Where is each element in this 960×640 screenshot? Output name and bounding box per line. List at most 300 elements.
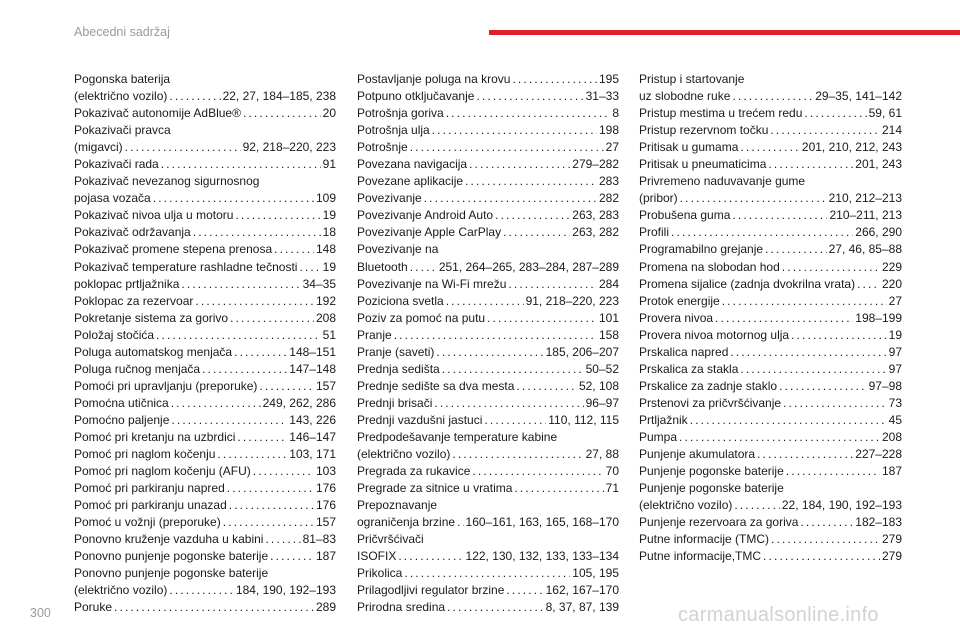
index-entry-pages: 18 xyxy=(322,225,336,240)
index-entry-term-row xyxy=(74,207,336,224)
dot-leader xyxy=(457,514,463,531)
index-entry-term: Poziciona svetla xyxy=(357,293,444,308)
index-entry-pages: 148–151 xyxy=(289,344,336,359)
index-entry xyxy=(357,565,619,582)
dot-leader xyxy=(514,480,603,497)
index-entry-term: Pomoć pri parkiranju napred xyxy=(74,481,225,496)
index-entry-term: pojasa vozača xyxy=(74,191,151,206)
index-entry xyxy=(639,361,902,378)
index-entry-term-row xyxy=(357,224,619,241)
index-entry xyxy=(639,327,902,344)
dot-leader xyxy=(734,497,780,514)
dot-leader xyxy=(234,344,287,361)
index-entry-term-row xyxy=(74,361,336,378)
index-entry-line: Ponovno punjenje pogonske baterije xyxy=(74,566,269,581)
index-entry xyxy=(639,548,902,565)
index-entry xyxy=(74,412,336,429)
index-entry-pages: 91 xyxy=(322,157,336,172)
index-entry-pages: 214 xyxy=(881,123,902,138)
index-entry-line: Privremeno naduvavanje gume xyxy=(639,174,806,189)
index-entry-pages: 31–33 xyxy=(585,89,619,104)
dot-leader xyxy=(469,156,570,173)
dot-leader xyxy=(156,327,321,344)
index-entry-pages: 52, 108 xyxy=(578,378,619,393)
index-entry-pages: 27 xyxy=(888,293,902,308)
index-entry-term: Pomoć pri kretanju na uzbrdici xyxy=(74,429,236,444)
index-entry-term-row xyxy=(639,156,902,173)
index-entry-term: Prstenovi za pričvršćivanje xyxy=(639,395,782,410)
index-entry-pages: 27, 88 xyxy=(585,447,619,462)
index-entry-pages: 109 xyxy=(315,191,336,206)
index-entry xyxy=(74,548,336,565)
index-entry-term-row xyxy=(357,122,619,139)
index-entry xyxy=(74,480,336,497)
index-entry-pages: 143, 226 xyxy=(289,412,336,427)
dot-leader xyxy=(447,599,544,616)
index-entry-term: Prtljažnik xyxy=(639,412,688,427)
dot-leader xyxy=(432,122,597,139)
index-entry xyxy=(74,122,336,156)
index-entry-term-row xyxy=(357,463,619,480)
index-entry-term: Promena sijalice (zadnja dvokrilna vrata) xyxy=(639,276,856,291)
index-entry-pages: 97 xyxy=(888,344,902,359)
index-entry xyxy=(357,88,619,105)
index-entry-pages: 160–161, 163, 165, 168–170 xyxy=(465,515,619,530)
index-entry-term: Punjenje rezervoara za goriva xyxy=(639,515,799,530)
index-entry-line: Predpodešavanje temperature kabine xyxy=(357,429,558,444)
index-entry-term: (električno vozilo) xyxy=(74,89,168,104)
index-entry-pages: 19 xyxy=(322,259,336,274)
dot-leader xyxy=(779,378,867,395)
index-entry-term-row xyxy=(639,139,902,156)
index-entry xyxy=(357,276,619,293)
index-entry-term: (pribor) xyxy=(639,191,678,206)
index-entry xyxy=(639,463,902,480)
index-entry-term: Pritisak u pneumaticima xyxy=(639,157,767,172)
index-entry-term-row xyxy=(74,497,336,514)
dot-leader xyxy=(410,139,604,156)
index-entry-term: Potrošnje xyxy=(357,140,408,155)
index-entry-term: Bluetooth xyxy=(357,259,408,274)
index-entry xyxy=(74,259,336,276)
dot-leader xyxy=(424,190,597,207)
dot-leader xyxy=(786,463,880,480)
watermark: carmanualsonline.info xyxy=(678,604,879,626)
index-entry-term-row xyxy=(639,105,902,122)
dot-leader xyxy=(169,88,220,105)
dot-leader xyxy=(516,378,577,395)
index-entry xyxy=(639,259,902,276)
dot-leader xyxy=(153,190,314,207)
index-entry-term-row xyxy=(74,480,336,497)
index-entry-term-row xyxy=(357,310,619,327)
index-entry-term-row xyxy=(357,207,619,224)
index-entry-pages: 162, 167–170 xyxy=(545,583,619,598)
index-entry-pages: 208 xyxy=(881,429,902,444)
index-entry-term: Poklopac za rezervoar xyxy=(74,293,194,308)
index-entry-pages: 192 xyxy=(315,293,336,308)
index-entry-term: Povezane aplikacije xyxy=(357,174,464,189)
index-entry-term: Pomoć pri parkiranju unazad xyxy=(74,498,227,513)
index-entry-term-row xyxy=(639,259,902,276)
index-entry-term: poklopac prtljažnika xyxy=(74,276,180,291)
index-entry-pages: 81–83 xyxy=(302,532,336,547)
index-entry xyxy=(639,429,902,446)
index-entry-term-row xyxy=(74,293,336,310)
index-entry xyxy=(639,139,902,156)
index-entry-term: Pristup mestima u trećem redu xyxy=(639,106,803,121)
dot-leader xyxy=(732,207,827,224)
index-entry-term-row xyxy=(639,446,902,463)
header-accent-bar xyxy=(489,30,960,35)
index-entry xyxy=(74,565,336,599)
index-entry xyxy=(74,361,336,378)
dot-leader xyxy=(487,310,597,327)
index-entry-pages: 283 xyxy=(598,174,619,189)
index-entry-pages: 97 xyxy=(888,361,902,376)
index-entry-term-row xyxy=(74,582,336,599)
index-entry-term-row xyxy=(639,429,902,446)
index-entry-pages: 157 xyxy=(315,515,336,530)
index-entry-pages: 50–52 xyxy=(585,361,619,376)
index-entry-pages: 251, 264–265, 283–284, 287–289 xyxy=(438,259,619,274)
dot-leader xyxy=(434,395,583,412)
dot-leader xyxy=(404,565,570,582)
index-entry-term-row xyxy=(639,361,902,378)
index-entry xyxy=(74,241,336,258)
index-entry-term: Pomoćno paljenje xyxy=(74,412,170,427)
index-entry-term: (migavci) xyxy=(74,140,123,155)
index-entry-term-row xyxy=(357,105,619,122)
index-entry-term-row xyxy=(357,88,619,105)
index-entry-term-row xyxy=(74,259,336,276)
index-entry-term-row xyxy=(357,344,619,361)
index-entry-term-row xyxy=(639,497,902,514)
index-entry-pages: 201, 210, 212, 243 xyxy=(801,140,902,155)
index-entry-term-row xyxy=(357,293,619,310)
index-entry xyxy=(74,71,336,105)
index-entry-term: Provera nivoa motornog ulja xyxy=(639,327,790,342)
dot-leader xyxy=(161,156,321,173)
index-entry-term: Putne informacije (TMC) xyxy=(639,532,770,547)
dot-leader xyxy=(472,463,603,480)
index-entry-term: Povezana navigacija xyxy=(357,157,468,172)
index-entry-term: Pomoć pri naglom kočenju xyxy=(74,447,216,462)
dot-leader xyxy=(791,327,887,344)
index-entry-term: Putne informacije,TMC xyxy=(639,549,762,564)
index-entry-term-row xyxy=(639,190,902,207)
index-entry-term: Prskalice za zadnje staklo xyxy=(639,378,778,393)
index-entry xyxy=(74,531,336,548)
index-entry-term: Pomoć pri naglom kočenju (AFU) xyxy=(74,464,251,479)
index-entry xyxy=(357,105,619,122)
index-entry-line: Pristup i startovanje xyxy=(639,72,745,86)
index-entry-term: ISOFIX xyxy=(357,549,397,564)
index-entry-pages: 70 xyxy=(605,464,619,479)
index-entry-term: Pokazivač autonomije AdBlue® xyxy=(74,106,241,121)
dot-leader xyxy=(506,582,543,599)
index-entry-term: Punjenje pogonske baterije xyxy=(639,464,784,479)
index-entry xyxy=(639,395,902,412)
dot-leader xyxy=(722,293,887,310)
index-entry-pages: 8 xyxy=(612,106,619,121)
index-entry xyxy=(639,207,902,224)
index-entry-term-row xyxy=(74,224,336,241)
index-entry-pages: 122, 130, 132, 133, 133–134 xyxy=(465,549,619,564)
index-entry-term-row xyxy=(74,276,336,293)
index-entry-term: Prskalica za stakla xyxy=(639,361,739,376)
index-entry-term-row xyxy=(639,207,902,224)
index-entry-term: Prednji vazdušni jastuci xyxy=(357,412,483,427)
dot-leader xyxy=(235,207,320,224)
index-entry xyxy=(639,412,902,429)
index-entry-pages: 51 xyxy=(322,327,336,342)
dot-leader xyxy=(125,139,241,156)
index-entry-pages: 34–35 xyxy=(302,276,336,291)
index-entry-line: Pokazivač nevezanog sigurnosnog xyxy=(74,174,260,189)
dot-leader xyxy=(476,88,583,105)
index-entry-term: Položaj stočića xyxy=(74,327,155,342)
dot-leader xyxy=(768,156,853,173)
index-entry-term: Potrošnja ulja xyxy=(357,123,430,138)
index-entry xyxy=(357,480,619,497)
index-entry xyxy=(639,446,902,463)
index-entry xyxy=(74,276,336,293)
dot-leader xyxy=(680,190,827,207)
index-entry-term-row xyxy=(639,224,902,241)
index-entry xyxy=(357,378,619,395)
index-entry-line: Prepoznavanje xyxy=(357,498,438,513)
index-entry-term: Potrošnja goriva xyxy=(357,106,444,121)
index-entry-pages: 73 xyxy=(888,395,902,410)
index-entry-term-row xyxy=(639,548,902,565)
index-entry-term-row xyxy=(357,582,619,599)
index-entry xyxy=(357,412,619,429)
index-entry xyxy=(74,599,336,616)
index-entry-term: Pomoćna utičnica xyxy=(74,395,169,410)
index-entry-pages: 284 xyxy=(598,276,619,291)
dot-leader xyxy=(193,224,321,241)
dot-leader xyxy=(783,395,887,412)
index-entry-term: Punjenje akumulatora xyxy=(639,447,756,462)
index-entry xyxy=(357,361,619,378)
index-entry-term-row xyxy=(74,446,336,463)
dot-leader xyxy=(270,548,314,565)
dot-leader xyxy=(171,412,287,429)
dot-leader xyxy=(299,259,320,276)
index-entry-term-row xyxy=(639,310,902,327)
dot-leader xyxy=(857,276,880,293)
index-entry xyxy=(639,122,902,139)
index-entry-pages: 187 xyxy=(881,464,902,479)
index-entry-term-row xyxy=(357,190,619,207)
index-entry-term-row xyxy=(74,599,336,616)
index-entry-term: Ponovno punjenje pogonske baterije xyxy=(74,549,269,564)
index-entry-term: Prilagodljivi regulator brzine xyxy=(357,583,505,598)
dot-leader xyxy=(223,514,314,531)
index-entry-term-row xyxy=(74,514,336,531)
dot-leader xyxy=(757,446,853,463)
index-entry xyxy=(74,173,336,207)
dot-leader xyxy=(679,429,880,446)
index-entry-pages: 249, 262, 286 xyxy=(262,395,336,410)
index-entry-pages: 220 xyxy=(881,276,902,291)
index-entry-term: Potpuno otključavanje xyxy=(357,89,475,104)
index-entry-pages: 198 xyxy=(598,123,619,138)
index-entry xyxy=(74,446,336,463)
index-entry-pages: 279 xyxy=(881,532,902,547)
index-entry-term-row xyxy=(639,88,902,105)
index-entry-pages: 158 xyxy=(598,327,619,342)
index-entry-term: Pristup rezervnom točku xyxy=(639,123,769,138)
index-entry xyxy=(357,463,619,480)
dot-leader xyxy=(452,446,583,463)
index-entry-term: Profili xyxy=(639,225,670,240)
index-entry-term: Postavljanje poluga na krovu xyxy=(357,72,511,86)
index-entry-pages: 27 xyxy=(605,140,619,155)
dot-leader xyxy=(465,173,597,190)
index-entry-term: Povezivanje na Wi-Fi mrežu xyxy=(357,276,507,291)
index-entry xyxy=(357,207,619,224)
index-entry xyxy=(357,190,619,207)
index-entry xyxy=(74,344,336,361)
dot-leader xyxy=(274,241,314,258)
index-entry-term: Provera nivoa xyxy=(639,310,714,325)
index-entry-term-row xyxy=(639,293,902,310)
index-entry-term-row xyxy=(74,344,336,361)
dot-leader xyxy=(410,259,437,276)
index-entry-pages: 282 xyxy=(598,191,619,206)
index-entry-term-row xyxy=(74,310,336,327)
dot-leader xyxy=(442,361,584,378)
index-entry xyxy=(74,497,336,514)
index-entry-pages: 208 xyxy=(315,310,336,325)
index-entry-pages: 146–147 xyxy=(289,429,336,444)
index-entry-term: (električno vozilo) xyxy=(639,498,733,513)
dot-leader xyxy=(217,446,287,463)
index-entry-pages: 184, 190, 192–193 xyxy=(235,583,336,598)
index-entry xyxy=(639,105,902,122)
index-entry-term: Pokazivač nivoa ulja u motoru xyxy=(74,208,234,223)
dot-leader xyxy=(512,71,597,88)
index-entry-term-row xyxy=(74,429,336,446)
index-entry-term-row xyxy=(74,548,336,565)
dot-leader xyxy=(446,293,524,310)
index-entry xyxy=(74,156,336,173)
dot-leader xyxy=(484,412,546,429)
index-entry-pages: 157 xyxy=(315,378,336,393)
index-entry-term-row xyxy=(74,463,336,480)
header-title: Abecedni sadržaj xyxy=(74,25,170,39)
index-entry-term-row xyxy=(639,378,902,395)
index-entry-term-row xyxy=(357,139,619,156)
index-entry-term-row xyxy=(74,378,336,395)
index-entry xyxy=(639,293,902,310)
index-entry-pages: 227–228 xyxy=(855,447,902,462)
index-entry xyxy=(639,276,902,293)
index-entry-line: Punjenje pogonske baterije xyxy=(639,481,784,496)
dot-leader xyxy=(398,548,463,565)
index-entry xyxy=(357,582,619,599)
index-entry xyxy=(357,293,619,310)
index-entry-term: Poziv za pomoć na putu xyxy=(357,310,486,325)
index-entry-term: Poluga ručnog menjača xyxy=(74,361,201,376)
index-entry-term-row xyxy=(74,88,336,105)
index-entry-pages: 147–148 xyxy=(289,361,336,376)
dot-leader xyxy=(770,122,880,139)
index-entry xyxy=(639,241,902,258)
index-entry-term: Pokazivač održavanja xyxy=(74,225,191,240)
index-entry-term-row xyxy=(639,122,902,139)
index-entry-pages: 96–97 xyxy=(585,395,619,410)
index-entry-pages: 279–282 xyxy=(572,157,619,172)
dot-leader xyxy=(800,514,853,531)
index-entry xyxy=(639,156,902,173)
dot-leader xyxy=(804,105,866,122)
dot-leader xyxy=(495,207,570,224)
index-entry-term: Prikolica xyxy=(357,566,403,581)
index-entry-pages: 19 xyxy=(322,208,336,223)
dot-leader xyxy=(508,276,597,293)
index-entry xyxy=(639,173,902,207)
index-entry-pages: 91, 218–220, 223 xyxy=(525,293,619,308)
index-entry xyxy=(639,224,902,241)
index-entry xyxy=(74,105,336,122)
dot-leader xyxy=(243,105,321,122)
index-column-2 xyxy=(357,71,619,617)
dot-leader xyxy=(265,531,300,548)
index-entry-term-row xyxy=(357,480,619,497)
index-entry-pages: 71 xyxy=(605,481,619,496)
index-entry-term-row xyxy=(357,565,619,582)
index-entry-term-row xyxy=(639,463,902,480)
index-entry-line: Pričvršćivači xyxy=(357,532,424,547)
index-entry-term: Povezivanje Apple CarPlay xyxy=(357,225,502,240)
dot-leader xyxy=(715,310,853,327)
index-entry xyxy=(357,139,619,156)
dot-leader xyxy=(763,548,880,565)
index-entry-term: Povezivanje Android Auto xyxy=(357,208,494,223)
index-entry-term: Poruke xyxy=(74,600,113,615)
index-entry-pages: 279 xyxy=(881,549,902,564)
index-entry-term: Promena na slobodan hod xyxy=(639,259,780,274)
index-entry-pages: 103 xyxy=(315,464,336,479)
index-entry-pages: 29–35, 141–142 xyxy=(815,89,902,104)
index-entry xyxy=(357,156,619,173)
index-entry-term: Prednje sedište sa dva mesta xyxy=(357,378,515,393)
index-entry-term: Poluga automatskog menjača xyxy=(74,344,233,359)
index-entry-term: Pumpa xyxy=(639,429,678,444)
index-entry-term: (električno vozilo) xyxy=(357,447,451,462)
index-entry-term: Pokazivači rada xyxy=(74,157,159,172)
index-entry xyxy=(74,327,336,344)
index-entry-term: ograničenja brzine xyxy=(357,515,456,530)
index-entry-pages: 187 xyxy=(315,549,336,564)
index-entry-term: Prednji brisači xyxy=(357,395,433,410)
index-entry-pages: 201, 243 xyxy=(855,157,902,172)
dot-leader xyxy=(503,224,570,241)
dot-leader xyxy=(181,276,300,293)
index-entry-term-row xyxy=(74,241,336,258)
index-entry-term-row xyxy=(74,327,336,344)
dot-leader xyxy=(171,395,261,412)
index-entry-pages: 185, 206–207 xyxy=(545,344,619,359)
index-entry xyxy=(74,224,336,241)
index-entry-term-row xyxy=(357,259,619,276)
index-entry-line: Pogonska baterija xyxy=(74,72,171,86)
index-entry-term: Prednja sedišta xyxy=(357,361,440,376)
index-entry-term-row xyxy=(357,395,619,412)
